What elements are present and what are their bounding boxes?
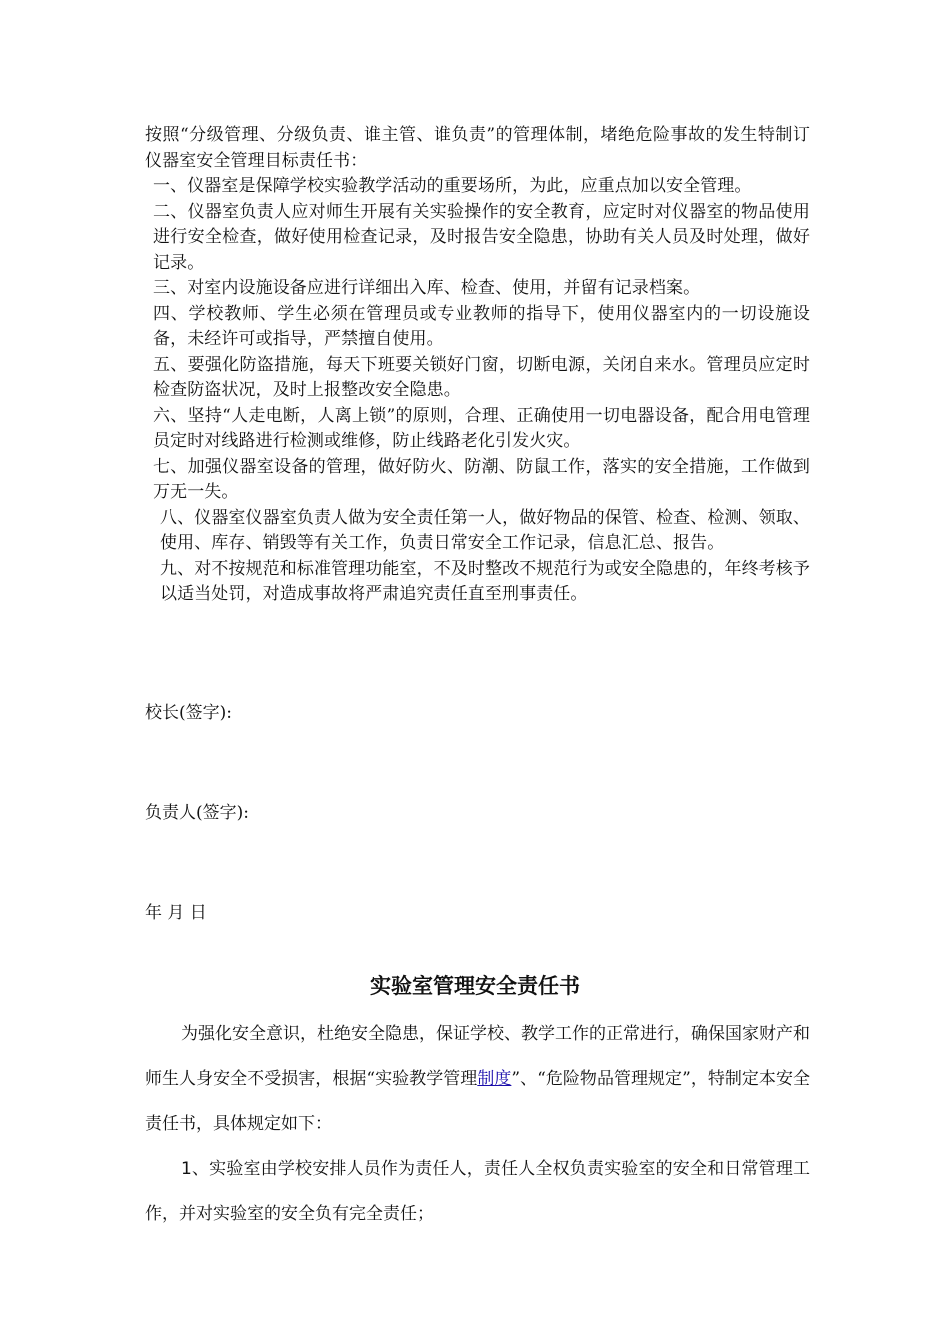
- clause-8: 八、仪器室仪器室负责人做为安全责任第一人，做好物品的保管、检查、检测、领取、使用、库存、销毁等有关工作，负责日常安全工作记录，信息汇总、报告。: [160, 507, 810, 553]
- regulation-link[interactable]: 制度: [477, 1069, 512, 1089]
- principal-signature-line: 校长(签字):: [145, 703, 232, 723]
- clause-4: 四、学校教师、学生必须在管理员或专业教师的指导下，使用仪器室内的一切设施设备，未经许可或指导，严禁擅自使用。: [153, 303, 810, 349]
- lab-letter-item-1: [145, 1147, 810, 1237]
- responsibility-letter: [145, 123, 810, 608]
- date-line: 年 月 日: [145, 903, 207, 923]
- clause-1: 一、仪器室是保障学校实验教学活动的重要场所，为此，应重点加以安全管理。: [153, 176, 752, 196]
- clause-3: 三、对室内设施设备应进行详细出入库、检查、使用，并留有记录档案。: [153, 278, 701, 298]
- item-text: 、实验室由学校安排人员作为责任人，责任人全权负责实验室的安全和日常管理工作，并对实验室的安全负有完全责任；: [145, 1159, 810, 1224]
- intro-text-end: ”、“危险物品管理规定”，特制定本安全责任书，具体规定如下：: [145, 1069, 810, 1134]
- item-number: 1: [181, 1159, 192, 1179]
- lab-letter-body: [145, 1012, 810, 1237]
- clause-7: 七、加强仪器室设备的管理，做好防火、防潮、防鼠工作，落实的安全措施，工作做到万无一失。: [153, 456, 810, 502]
- lab-letter-title: 实验室管理安全责任书: [370, 973, 580, 998]
- intro-paragraph: 按照“分级管理、分级负责、谁主管、谁负责”的管理体制，堵绝危险事故的发生特制订仪器室安全管理目标责任书：: [145, 125, 810, 171]
- clause-5: 五、要强化防盗措施，每天下班要关锁好门窗，切断电源，关闭自来水。管理员应定时检查防盗状况，及时上报整改安全隐患。: [153, 354, 810, 400]
- lab-letter-intro: [145, 1012, 810, 1147]
- intro-text-start: 为强化安全意识，杜绝安全隐患，保证学校、教学工作的正常进行，确保国家财产和师生人身安全不受损害，根据“实验教学管理: [145, 1024, 810, 1089]
- clause-6: 六、坚持“人走电断，人离上锁”的原则，合理、正确使用一切电器设备，配合用电管理员定时对线路进行检测或维修，防止线路老化引发火灾。: [153, 405, 810, 451]
- clause-9: 九、对不按规范和标准管理功能室，不及时整改不规范行为或安全隐患的，年终考核予以适当处罚，对造成事故将严肃追究责任直至刑事责任。: [160, 558, 810, 604]
- responsible-signature-line: 负责人(签字):: [145, 803, 249, 823]
- clause-2: 二、仪器室负责人应对师生开展有关实验操作的安全教育，应定时对仪器室的物品使用进行安全检查，做好使用检查记录，及时报告安全隐患，协助有关人员及时处理，做好记录。: [153, 201, 810, 273]
